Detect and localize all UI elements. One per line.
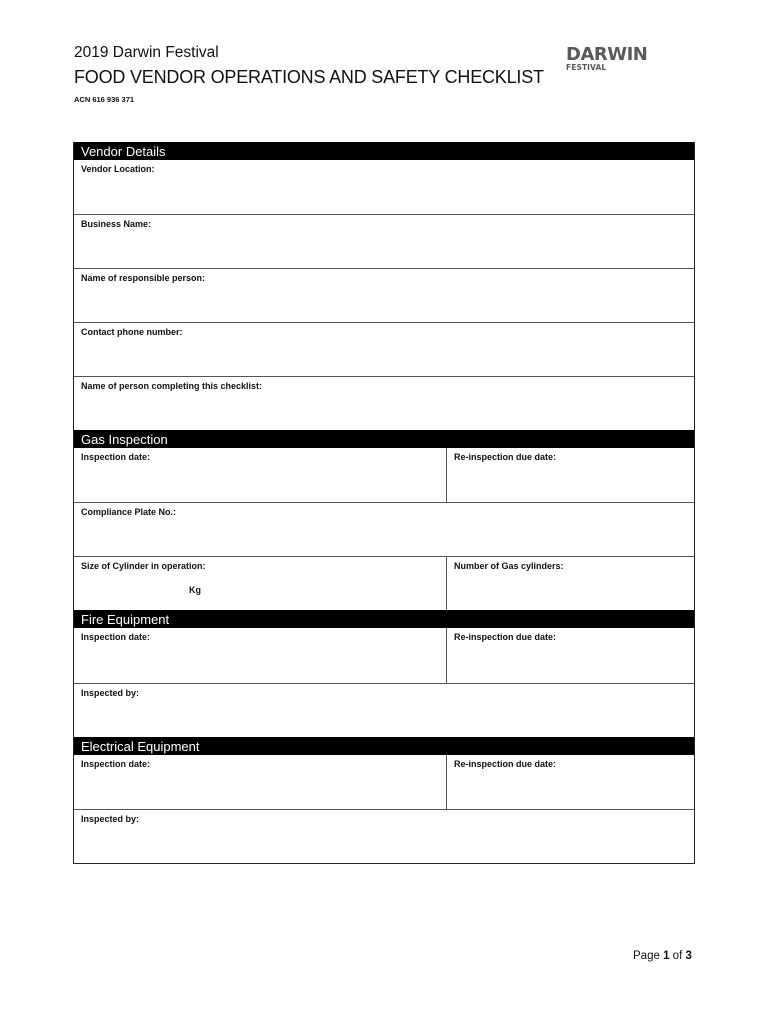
business-name-row xyxy=(74,214,694,268)
section-electrical-equipment: Electrical Equipment xyxy=(74,737,694,755)
gas-reinspection-date-label: Re-inspection due date: xyxy=(454,452,557,462)
fire-reinspection-date-label: Re-inspection due date: xyxy=(454,632,557,642)
fire-reinspection-date-field[interactable] xyxy=(447,628,694,683)
fire-inspected-by-field[interactable] xyxy=(74,684,694,737)
document-header xyxy=(74,44,544,104)
cylinder-size-label: Size of Cylinder in operation: xyxy=(81,561,206,571)
electrical-inspected-by-label: Inspected by: xyxy=(81,814,140,824)
contact-phone-label: Contact phone number: xyxy=(81,327,183,337)
section-gas-inspection: Gas Inspection xyxy=(74,430,694,448)
section-fire-equipment: Fire Equipment xyxy=(74,610,694,628)
logo-wordmark: DARWIN xyxy=(566,44,648,65)
responsible-person-row xyxy=(74,268,694,322)
gas-inspection-date-label: Inspection date: xyxy=(81,452,151,462)
electrical-inspection-date-field[interactable] xyxy=(74,755,447,809)
cylinder-count-label: Number of Gas cylinders: xyxy=(454,561,564,571)
gas-inspection-date-field[interactable] xyxy=(74,448,447,502)
fire-inspected-by-row xyxy=(74,683,694,737)
cylinder-count-field[interactable] xyxy=(447,557,694,610)
electrical-inspected-by-field[interactable] xyxy=(74,810,694,863)
business-name-label: Business Name: xyxy=(81,219,152,229)
electrical-inspection-date-label: Inspection date: xyxy=(81,759,151,769)
gas-dates-row xyxy=(74,448,694,502)
fire-inspection-date-field[interactable] xyxy=(74,628,447,683)
vendor-location-label: Vendor Location: xyxy=(81,164,155,174)
compliance-plate-label: Compliance Plate No.: xyxy=(81,507,177,517)
compliance-plate-row xyxy=(74,502,694,556)
fire-dates-row xyxy=(74,628,694,683)
festival-year-title: 2019 Darwin Festival xyxy=(74,44,219,61)
vendor-location-field[interactable] xyxy=(74,160,694,214)
cylinder-unit-label: Kg xyxy=(189,585,201,595)
responsible-person-field[interactable] xyxy=(74,269,694,322)
completing-person-field[interactable] xyxy=(74,377,694,430)
cylinder-size-field[interactable] xyxy=(74,557,447,610)
business-name-field[interactable] xyxy=(74,215,694,268)
fire-inspection-date-label: Inspection date: xyxy=(81,632,151,642)
fire-inspected-by-label: Inspected by: xyxy=(81,688,140,698)
logo-subtitle: FESTIVAL xyxy=(566,63,607,72)
darwin-festival-logo xyxy=(566,44,648,72)
electrical-dates-row xyxy=(74,755,694,809)
acn-number: ACN 616 936 371 xyxy=(74,95,135,104)
completing-person-label: Name of person completing this checklist: xyxy=(81,381,263,391)
responsible-person-label: Name of responsible person: xyxy=(81,273,206,283)
gas-reinspection-date-field[interactable] xyxy=(447,448,694,502)
contact-phone-field[interactable] xyxy=(74,323,694,376)
completing-person-row xyxy=(74,376,694,430)
electrical-inspected-by-row xyxy=(74,809,694,863)
of-word: of xyxy=(672,950,683,962)
page-word: Page xyxy=(633,950,660,962)
electrical-reinspection-date-field[interactable] xyxy=(447,755,694,809)
cylinder-row xyxy=(74,556,694,610)
checklist-form xyxy=(73,142,695,864)
checklist-title: FOOD VENDOR OPERATIONS AND SAFETY CHECKLIST xyxy=(74,67,544,87)
compliance-plate-field[interactable] xyxy=(74,503,694,556)
page-number xyxy=(633,950,692,962)
total-pages: 3 xyxy=(685,950,692,962)
contact-phone-row xyxy=(74,322,694,376)
section-vendor-details: Vendor Details xyxy=(74,142,694,160)
vendor-location-row xyxy=(74,160,694,214)
electrical-reinspection-date-label: Re-inspection due date: xyxy=(454,759,557,769)
current-page: 1 xyxy=(663,950,670,962)
